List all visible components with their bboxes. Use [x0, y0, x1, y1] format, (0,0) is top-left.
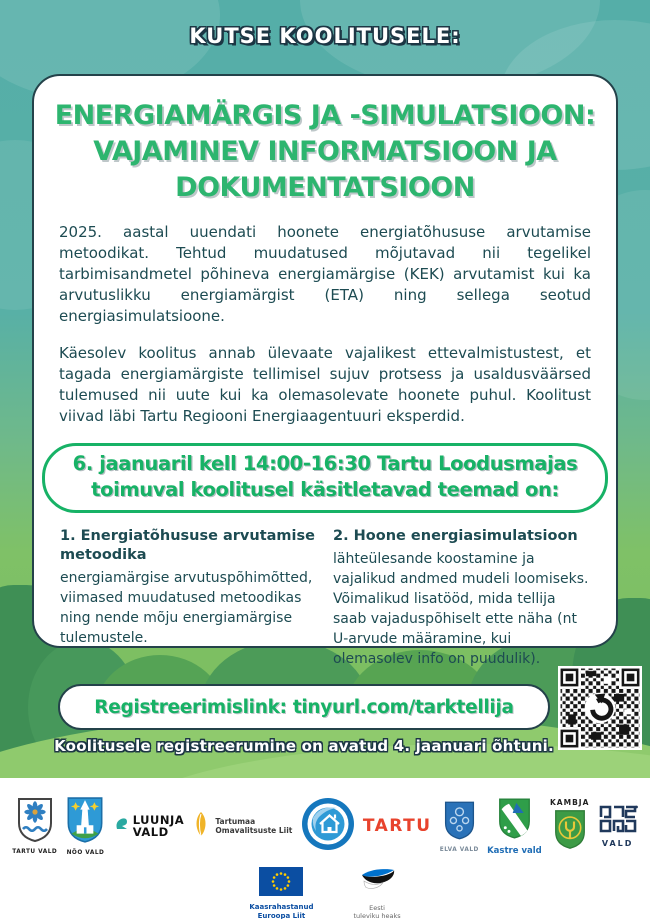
registration-pill[interactable]	[58, 684, 550, 730]
logo-tartu-linn	[363, 816, 432, 836]
topic-1-body: energiamärgise arvutuspõhimõtted, viimased muudatused metoodikas ning nende mõju energiamärgise tulemustele.	[60, 570, 313, 646]
registration-deadline-note: Koolitusele registreerumine on avatud 4. jaanuari õhtuni.	[54, 737, 554, 755]
municipality-logos-row	[0, 778, 650, 864]
luunja-vald-name: LUUNJA	[132, 813, 185, 827]
eu-label-line2: Euroopa Liit	[257, 911, 306, 919]
topic-2	[333, 527, 590, 669]
partner-logo-strip	[0, 778, 650, 919]
logo-tartumaa-omavalitsuste-liit	[192, 811, 292, 841]
schedule-banner	[42, 443, 608, 513]
ee-label-line2: tuleviku heaks	[353, 912, 401, 919]
topics-columns	[34, 513, 616, 669]
logo-elva-vald	[440, 800, 479, 853]
noo-vald-label: NÕO VALD	[66, 850, 105, 856]
poster-title	[34, 98, 616, 206]
tartu-vald-label: TARTU VALD	[12, 849, 58, 855]
swan-icon	[114, 816, 130, 836]
tartu-vald-crest-icon	[16, 797, 54, 847]
elva-vald-label: ELVA VALD	[439, 846, 479, 853]
logo-eesti-lipp	[354, 867, 401, 919]
tol-label-line1: Tartumaa	[215, 816, 256, 826]
ee-label-line1: Eesti	[369, 904, 385, 912]
eu-label-line1: Kaasrahastanud	[249, 903, 314, 911]
qr-code	[556, 666, 644, 750]
eu-flag-icon	[259, 867, 303, 900]
intro-paragraph-1: 2025. aastal uuendati hoonete energiatõhususe arvutamise metoodikat. Tehtud muudatused mõjutavad nii tegelikel tarbimisandmetel põhineva energiamärgise (KEK) arvutamist kui ka arvutuslikku energiamärgist (ETA) ning sellega seotud energiasimulatsioone.	[59, 223, 591, 325]
estonia-swallow-icon	[356, 867, 398, 901]
kambja-vald-crest-icon	[553, 809, 587, 854]
schedule-line-1: 6. jaanuaril kell 14:00-16:30 Tartu Loodusmajas	[72, 452, 578, 475]
logo-noo-vald	[65, 796, 105, 856]
logo-peipsiaare-vald	[598, 804, 638, 848]
luunja-vald-word: VALD	[132, 825, 169, 839]
title-line-1: ENERGIAMÄRGIS JA -SIMULATSIOON:	[54, 100, 596, 131]
kastre-vald-label: Kastre vald	[487, 845, 542, 856]
elva-vald-crest-icon	[443, 800, 476, 845]
main-content-card	[32, 74, 618, 667]
topic-1	[60, 527, 317, 669]
logo-tartu-vald	[12, 797, 57, 855]
topic-2-body: lähteülesande koostamine ja vajalikud andmed mudeli loomiseks. Võimalikud lisatööd, mida tellija saab vajaduspõhiselt ette näha (nt U-arvude määramine, kui olemasolev info on puudulik).	[333, 551, 589, 667]
title-line-2: VAJAMINEV INFORMATSIOON JA	[93, 136, 557, 167]
tartu-city-wordmark: TARTU	[362, 816, 432, 836]
kambja-vald-label: KAMBJA	[549, 798, 590, 807]
logo-euroopa-liit	[249, 867, 313, 919]
logo-kastre-vald	[487, 797, 542, 856]
kastre-vald-crest-icon	[497, 797, 532, 844]
registration-link[interactable]: Registreerimislink: tinyurl.com/tarktellija	[94, 696, 514, 718]
logo-kambja-vald	[550, 798, 589, 854]
noo-vald-crest-icon	[65, 796, 105, 848]
funding-logos-row	[0, 867, 650, 919]
leaf-icon	[192, 811, 210, 841]
logo-luunja-vald	[114, 814, 184, 838]
peipsiaare-vald-label: VALD	[601, 839, 634, 848]
logo-tartu-regiooni-energiaagentuur	[301, 797, 355, 855]
energy-agency-round-icon	[301, 797, 355, 855]
topic-2-heading: 2. Hoone energiasimulatsioon	[333, 528, 578, 544]
intro-paragraph-2: Käesolev koolitus annab ülevaate vajalikest ettevalmistustest, et tagada energiamärgiste tellimisel sujuv protsess ja usaldusväärsed tulemused nii uute kui ka olemasolevate hoonete puhul. Koolitust viivad läbi Tartu Regiooni Energiaagentuuri eksperdid.	[59, 344, 591, 425]
schedule-line-2: toimuval koolitusel käsitletavad teemad on:	[91, 478, 559, 501]
tol-label-line2: Omavalitsuste Liit	[215, 826, 293, 835]
peipsiaare-glyph-icon	[598, 804, 638, 838]
topic-1-heading: 1. Energiatõhususe arvutamise metoodika	[60, 528, 315, 563]
title-line-3: DOKUMENTATSIOON	[175, 172, 475, 203]
kicker-text: KUTSE KOOLITUSELE:	[189, 24, 461, 48]
